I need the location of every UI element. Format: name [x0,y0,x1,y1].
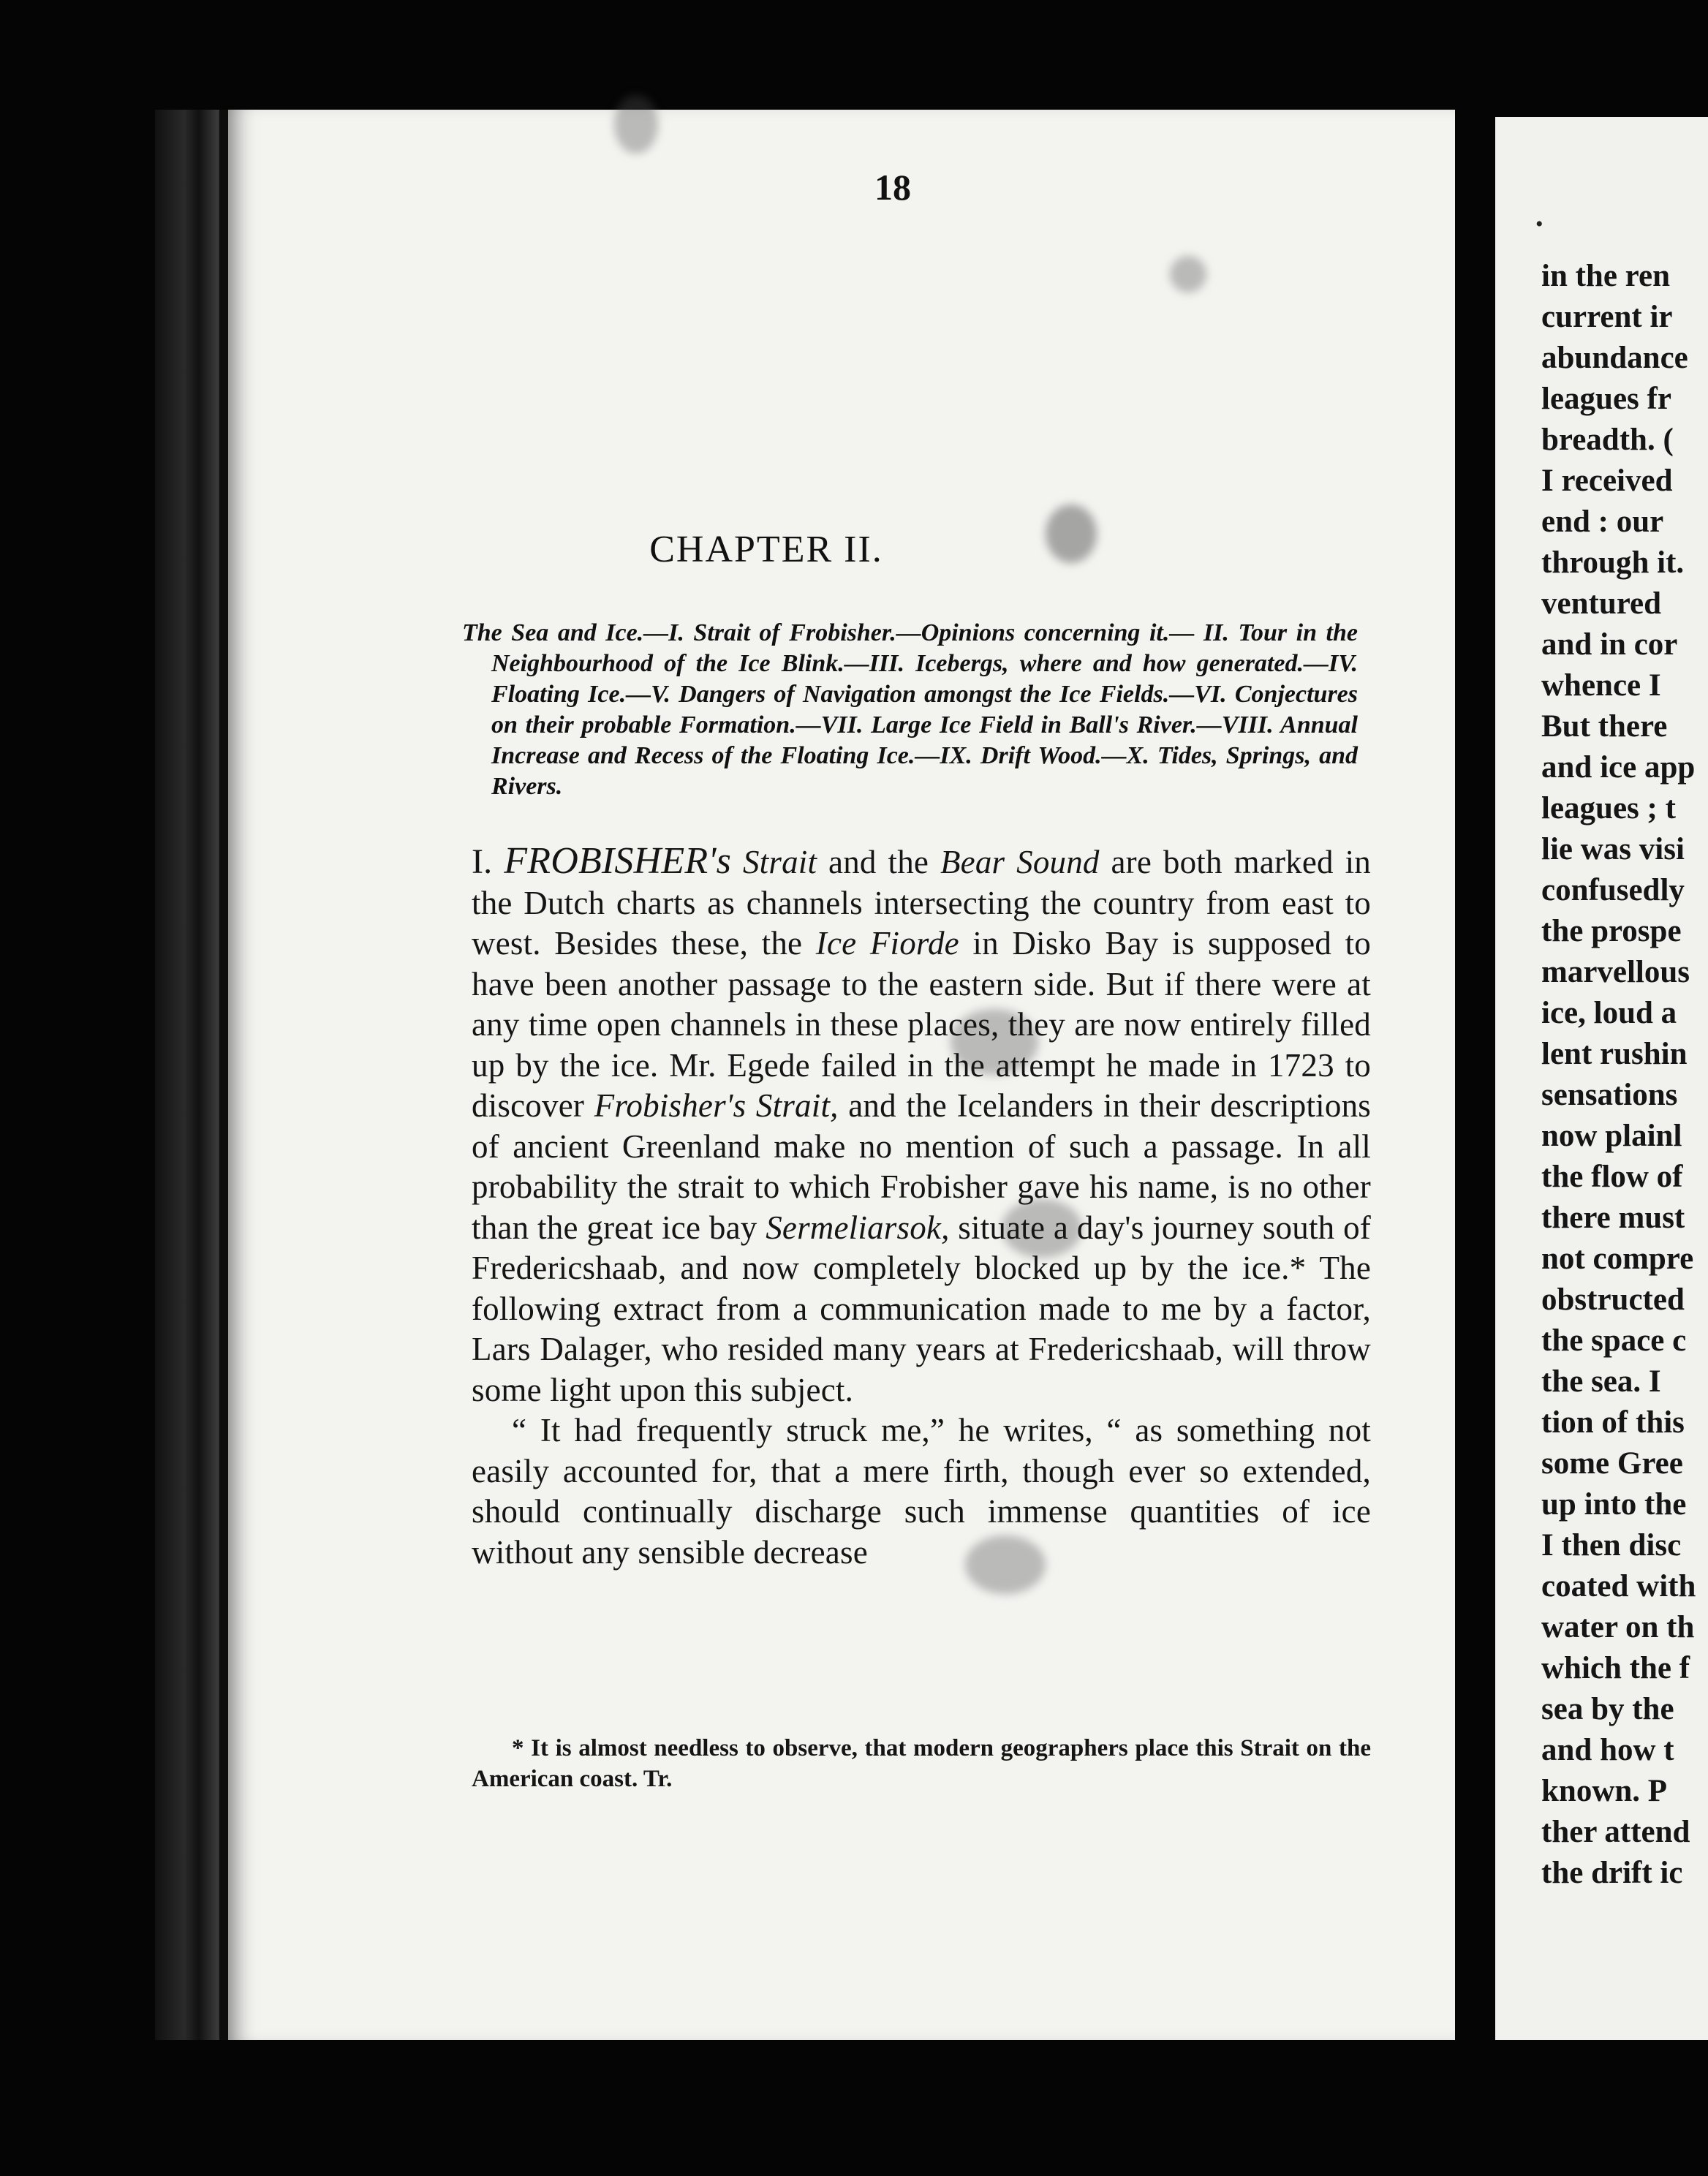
facing-page-line: sea by the [1541,1692,1674,1726]
facing-page-line: through it. [1541,545,1685,580]
text-run: and the Icelanders in their descriptions of ancient Greenland make no mention of such a passage. In all probability the strait to which Frobisher gave his name, is no other than the great ice bay [472,1087,1371,1246]
facing-page-line: lent rushin [1541,1037,1688,1071]
italic-term: Strait [742,844,817,880]
facing-page-line: confusedly [1541,873,1685,907]
facing-page-line: sensations [1541,1078,1678,1112]
facing-page-line: end : our [1541,505,1664,539]
italic-term: Ice Fiorde [815,925,959,962]
book-page-edges [155,110,228,2040]
facing-page-line: some Gree [1541,1446,1683,1481]
italic-term: Frobisher's Strait, [594,1087,839,1124]
italic-term: Sermeliarsok, [766,1209,950,1246]
paragraph-1 [472,841,1371,1410]
stain [614,95,658,154]
facing-page-line: leagues fr [1541,382,1671,416]
facing-page-line: the space c [1541,1323,1687,1358]
page-mark: • [1535,212,1543,236]
facing-page-line: and in cor [1541,627,1678,662]
facing-page-line: I received [1541,464,1673,498]
page-number: 18 [874,167,911,208]
text-run: in Disko Bay is supposed to have been another passage to the eastern side. But if there were at any time open channels in these places, they are now entirely filled up by the ice. Mr. Egede failed in the attempt he made in 1723 to discover [472,925,1371,1124]
italic-term: Bear Sound [940,844,1100,880]
facing-page-line: abundance [1541,341,1688,375]
facing-page-text [1541,256,1708,1894]
facing-page-line: the flow of [1541,1160,1683,1194]
facing-page-line: the sea. I [1541,1364,1661,1399]
facing-page-line: coated with [1541,1569,1696,1603]
facing-page-line: ice, loud a [1541,996,1677,1030]
chapter-title [0,528,1708,571]
text-run: situate a day's journey south of Fredericshaab, and now completely blocked up by the ice.* The following extract from a communication made to me by a factor, Lars Dalager, who resided many years at Fredericshaab, will throw some light upon this subject. [472,1209,1371,1408]
facing-page-line: the drift ic [1541,1856,1683,1890]
facing-page-line: there must [1541,1201,1685,1235]
facing-page-line: in the ren [1541,259,1670,293]
facing-page-line: whence I [1541,668,1661,703]
section-number: I. [472,842,493,881]
facing-page-line: marvellous [1541,955,1690,989]
facing-page-line: breadth. ( [1541,423,1674,457]
facing-page-line: water on th [1541,1610,1695,1644]
facing-page-line: and how t [1541,1733,1674,1767]
facing-page-line: obstructed [1541,1282,1685,1317]
lead-word: FROBISHER's [504,840,732,882]
facing-page-line: known. P [1541,1774,1668,1808]
facing-page-line: ventured [1541,586,1662,621]
text-run: are both marked in the Dutch charts as channels intersecting the country from east to west. Besides these, the [472,844,1371,962]
facing-page-line: now plainl [1541,1119,1682,1153]
footnote: * It is almost needless to observe, that modern geographers place this Strait on the American coast. Tr. [472,1735,1371,1792]
facing-page-line: ther attend [1541,1815,1690,1849]
stain [1170,256,1206,292]
facing-page-line: leagues ; t [1541,791,1676,826]
chapter-title-text: CHAPTER II. [649,529,883,570]
facing-page-line: up into the [1541,1487,1687,1522]
text-run: and the [817,844,940,880]
body-text [472,841,1371,1573]
chapter-synopsis [462,618,1358,802]
facing-page-line: the prospe [1541,914,1682,948]
synopsis-text: The Sea and Ice.—I. Strait of Frobisher.—Opinions concerning it.— II. Tour in the Neighbourhood of the Ice Blink.—III. Icebergs, where and how generated.—IV. Floating Ice.—V. Dangers of Navigation amongst the Ice Fields.—VI. Conjectures on their probable Formation.—VII. Large Ice Field in Ball's River.—VIII. Annual Increase and Recess of the Floating Ice.—IX. Drift Wood.—X. Tides, Springs, and Rivers. [462,619,1358,800]
facing-page-line: lie was visi [1541,832,1685,866]
facing-page-line: tion of this [1541,1405,1685,1440]
facing-page-line: current ir [1541,300,1673,334]
facing-page-line: which the f [1541,1651,1690,1685]
facing-page-line: I then disc [1541,1528,1682,1563]
paragraph-2: “ It had frequently struck me,” he writes, “ as something not easily accounted for, that a mere firth, though ever so extended, should continually discharge such immense quantities of ice without any sensible decrease [472,1412,1371,1571]
facing-page-line: not compre [1541,1242,1694,1276]
facing-page-line: But there [1541,709,1668,744]
facing-page-line: and ice app [1541,750,1696,785]
